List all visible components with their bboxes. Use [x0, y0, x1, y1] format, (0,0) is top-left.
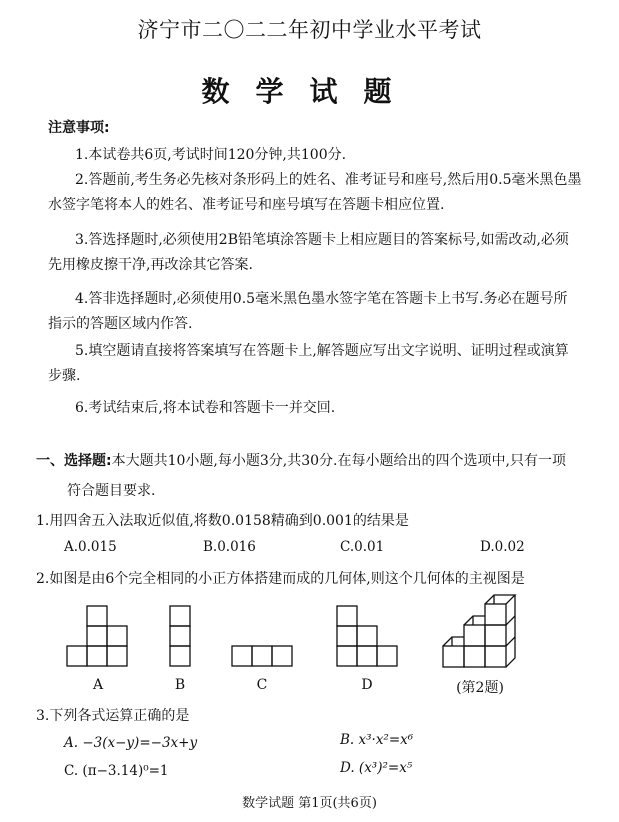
exam-title: 济宁市二〇二二年初中学业水平考试: [137, 18, 482, 42]
q3-stem: 3.下列各式运算正确的是: [36, 708, 190, 724]
q1-option-a: A.0.015: [64, 539, 117, 555]
q3-option-a: A. −3(x−y)=−3x+y: [64, 735, 198, 751]
q2-stem: 2.如图是由6个完全相同的小正方体搭建而成的几何体,则这个几何体的主视图是: [36, 571, 525, 587]
section1-heading: 一、选择题:: [36, 453, 112, 469]
q1-option-d: D.0.02: [480, 539, 525, 555]
section1-desc-line-2: 符合题目要求.: [67, 483, 156, 499]
figure-c: [232, 646, 292, 666]
figure-d: [337, 606, 397, 666]
q1-option-c: C.0.01: [340, 539, 385, 555]
note-item-5-line-2: 步骤.: [48, 368, 81, 384]
q2-label-a: A: [92, 677, 104, 693]
q3-option-d: D. (x³)²=x⁵: [340, 760, 413, 776]
subject-title: 数学试题: [201, 75, 418, 108]
note-item-4-line-2: 指示的答题区域内作答.: [48, 316, 193, 332]
notes-heading: 注意事项:: [48, 120, 110, 136]
figure-b: [170, 606, 190, 666]
figure-a: [67, 606, 127, 666]
q3-option-c: C. (π−3.14)⁰=1: [64, 763, 169, 779]
section1-desc-line-1: 本大题共10小题,每小题3分,共30分.在每小题给出的四个选项中,只有一项: [111, 453, 566, 469]
q3-option-b: B. x³·x²=x⁶: [340, 732, 414, 748]
page-footer: 数学试题 第1页(共6页): [242, 796, 377, 811]
figure-solid: [443, 595, 515, 667]
note-item-1: 1.本试卷共6页,考试时间120分钟,共100分.: [75, 147, 347, 163]
q2-figure-caption: (第2题): [456, 680, 504, 696]
note-item-3-line-2: 先用橡皮擦干净,再改涂其它答案.: [48, 257, 253, 273]
note-item-2-line-1: 2.答题前,考生务必先核对条形码上的姓名、准考证号和座号,然后用0.5毫米黑色墨: [75, 172, 582, 188]
note-item-4-line-1: 4.答非选择题时,必须使用0.5毫米黑色墨水签字笔在答题卡上书写.务必在题号所: [75, 291, 568, 307]
q1-stem: 1.用四舍五入法取近似值,将数0.0158精确到0.001的结果是: [36, 513, 409, 529]
q2-label-d: D: [361, 677, 373, 693]
q2-label-b: B: [174, 677, 186, 693]
note-item-2-line-2: 水签字笔将本人的姓名、准考证号和座号填写在答题卡相应位置.: [48, 197, 445, 213]
note-item-3-line-1: 3.答选择题时,必须使用2B铅笔填涂答题卡上相应题目的答案标号,如需改动,必须: [75, 232, 569, 248]
q1-option-b: B.0.016: [203, 539, 256, 555]
note-item-5-line-1: 5.填空题请直接将答案填写在答题卡上,解答题应写出文字说明、证明过程或演算: [75, 343, 569, 359]
note-item-6: 6.考试结束后,将本试卷和答题卡一并交回.: [75, 400, 336, 416]
q2-label-c: C: [256, 677, 268, 693]
